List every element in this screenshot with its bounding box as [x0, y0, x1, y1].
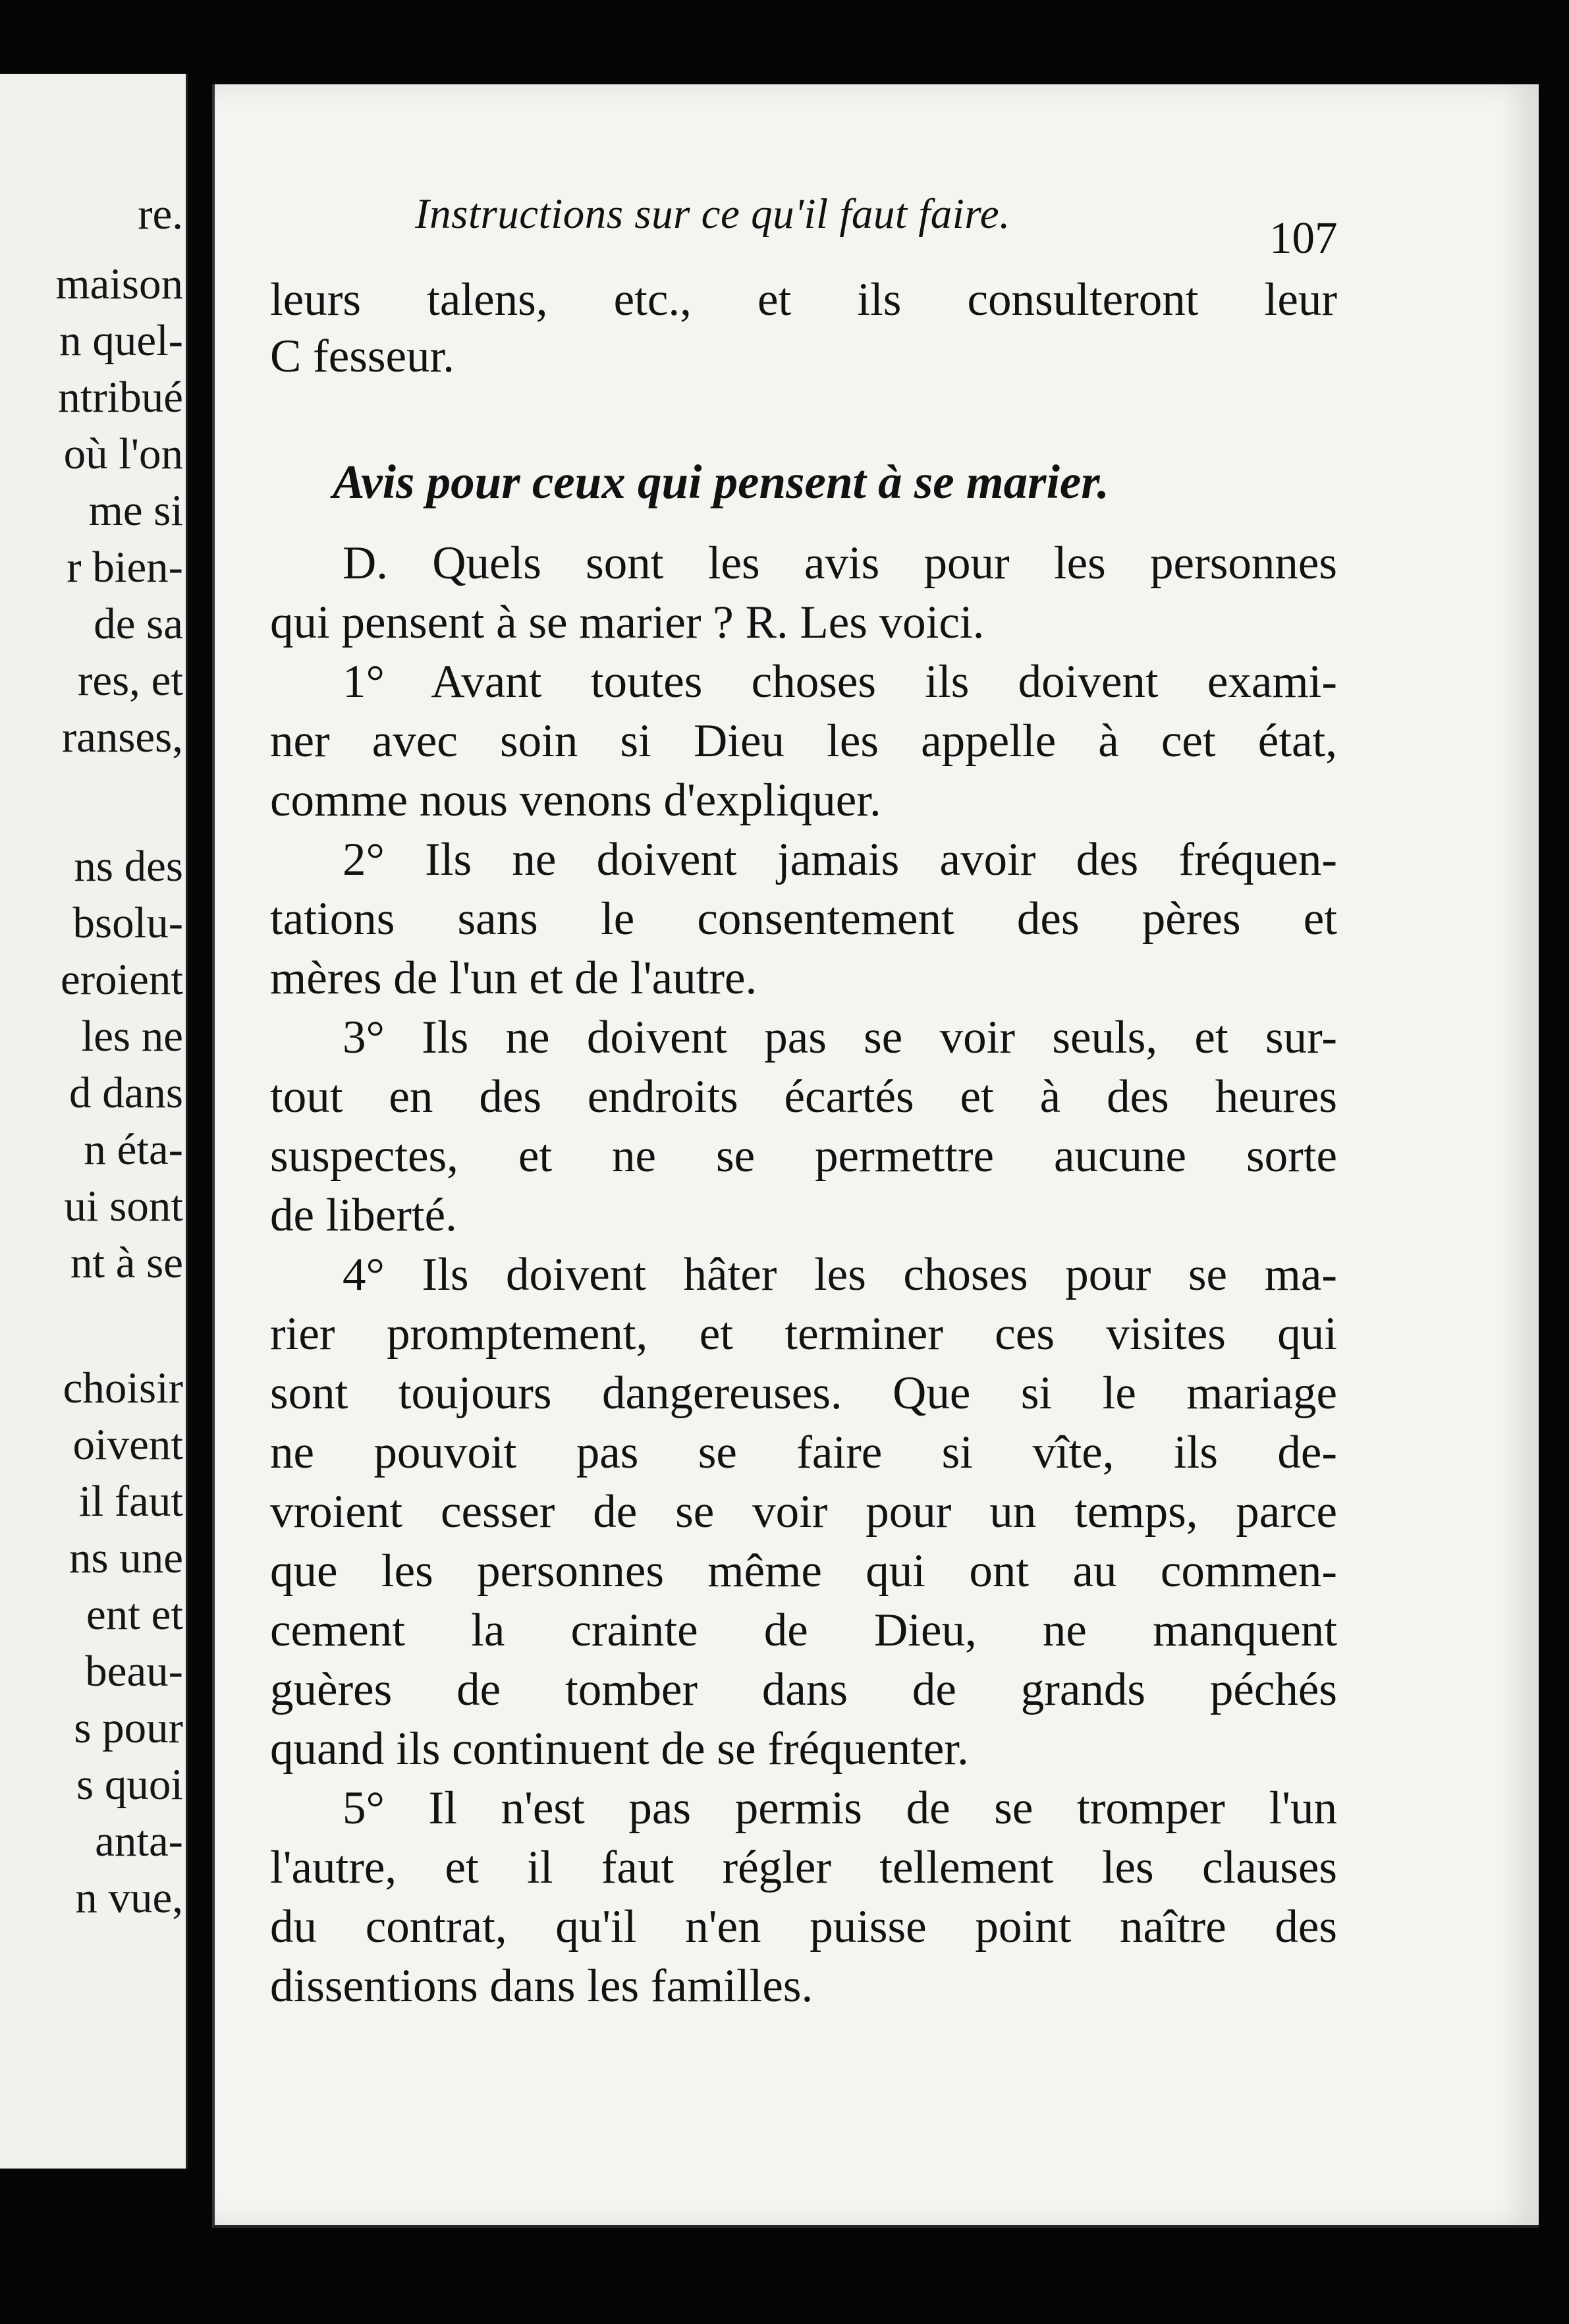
text-line: que les personnes même qui ont au commen-	[270, 1545, 1337, 1597]
text-line: comme nous venons d'expliquer.	[270, 775, 881, 826]
left-page-line: res, et	[78, 656, 183, 705]
left-page-line: ui sont	[64, 1182, 183, 1231]
left-page-line: de sa	[94, 599, 183, 648]
left-page-line: eroient	[60, 955, 183, 1004]
left-page-line: bsolu-	[72, 899, 183, 947]
text-line: l'autre, et il faut régler tellement les clauses	[270, 1842, 1337, 1893]
page-number: 107	[1269, 213, 1338, 263]
text-line: rier promptement, et terminer ces visites qui	[270, 1308, 1337, 1360]
left-page-line: me si	[88, 486, 183, 535]
left-page-line: beau-	[85, 1647, 183, 1696]
text-line: sont toujours dangereuses. Que si le mariage	[270, 1368, 1337, 1419]
running-head: Instructions sur ce qu'il faut faire.	[415, 190, 1010, 238]
text-line: cement la crainte de Dieu, ne manquent	[270, 1605, 1337, 1656]
text-line: 4° Ils doivent hâter les choses pour se ma-	[343, 1249, 1337, 1300]
text-line: guères de tomber dans de grands péchés	[270, 1664, 1337, 1715]
text-line: vroient cesser de se voir pour un temps, parce	[270, 1486, 1337, 1537]
text-line: suspectes, et ne se permettre aucune sorte	[270, 1130, 1337, 1182]
left-page-line: les ne	[81, 1012, 183, 1061]
left-page-line: où l'on	[63, 429, 183, 478]
left-page-line: il faut	[78, 1477, 183, 1526]
left-page-line: ns une	[69, 1534, 183, 1582]
left-page-line: ent et	[86, 1590, 183, 1639]
left-facing-page	[0, 74, 188, 2169]
left-page-line: maison	[55, 260, 183, 308]
left-page-line: oivent	[72, 1420, 183, 1469]
text-line: 5° Il n'est pas permis de se tromper l'un	[343, 1783, 1337, 1834]
text-line: 3° Ils ne doivent pas se voir seuls, et sur-	[343, 1012, 1337, 1063]
text-line: leurs talens, etc., et ils consulteront leur	[270, 274, 1337, 325]
left-page-line: ntribué	[58, 373, 183, 422]
text-line: de liberté.	[270, 1190, 457, 1241]
section-heading: Avis pour ceux qui pensent à se marier.	[333, 455, 1109, 509]
text-line: D. Quels sont les avis pour les personnes	[343, 538, 1337, 589]
text-line: ne pouvoit pas se faire si vîte, ils de-	[270, 1427, 1337, 1478]
text-line: du contrat, qu'il n'en puisse point naître des	[270, 1901, 1337, 1952]
left-page-line: n vue,	[75, 1873, 183, 1922]
text-line: tout en des endroits écartés et à des heures	[270, 1071, 1337, 1122]
text-line: ner avec soin si Dieu les appelle à cet état,	[270, 715, 1337, 767]
text-line: C fesseur.	[270, 331, 455, 382]
left-page-line: s pour	[74, 1703, 183, 1752]
text-line: 2° Ils ne doivent jamais avoir des fréquen-	[343, 834, 1337, 885]
left-page-line: d dans	[69, 1068, 183, 1117]
text-line: qui pensent à se marier ? R. Les voici.	[270, 597, 985, 648]
text-line: quand ils continuent de se fréquenter.	[270, 1723, 969, 1775]
text-line: mères de l'un et de l'autre.	[270, 953, 757, 1004]
left-page-line: s quoi	[76, 1760, 183, 1809]
text-line: tations sans le consentement des pères et	[270, 893, 1337, 945]
left-page-line: nt à se	[70, 1238, 183, 1287]
text-line: dissentions dans les familles.	[270, 1960, 813, 2012]
left-page-line: n quel-	[59, 316, 183, 365]
left-page-line: re.	[138, 190, 183, 238]
left-page-line: n éta-	[84, 1125, 183, 1174]
left-page-line: ns des	[74, 842, 183, 891]
left-page-line: r bien-	[67, 543, 183, 592]
left-page-line: anta-	[95, 1817, 183, 1866]
text-line: 1° Avant toutes choses ils doivent exami-	[343, 656, 1337, 707]
left-page-line: choisir	[63, 1364, 183, 1412]
left-page-line: ranses,	[61, 713, 183, 761]
